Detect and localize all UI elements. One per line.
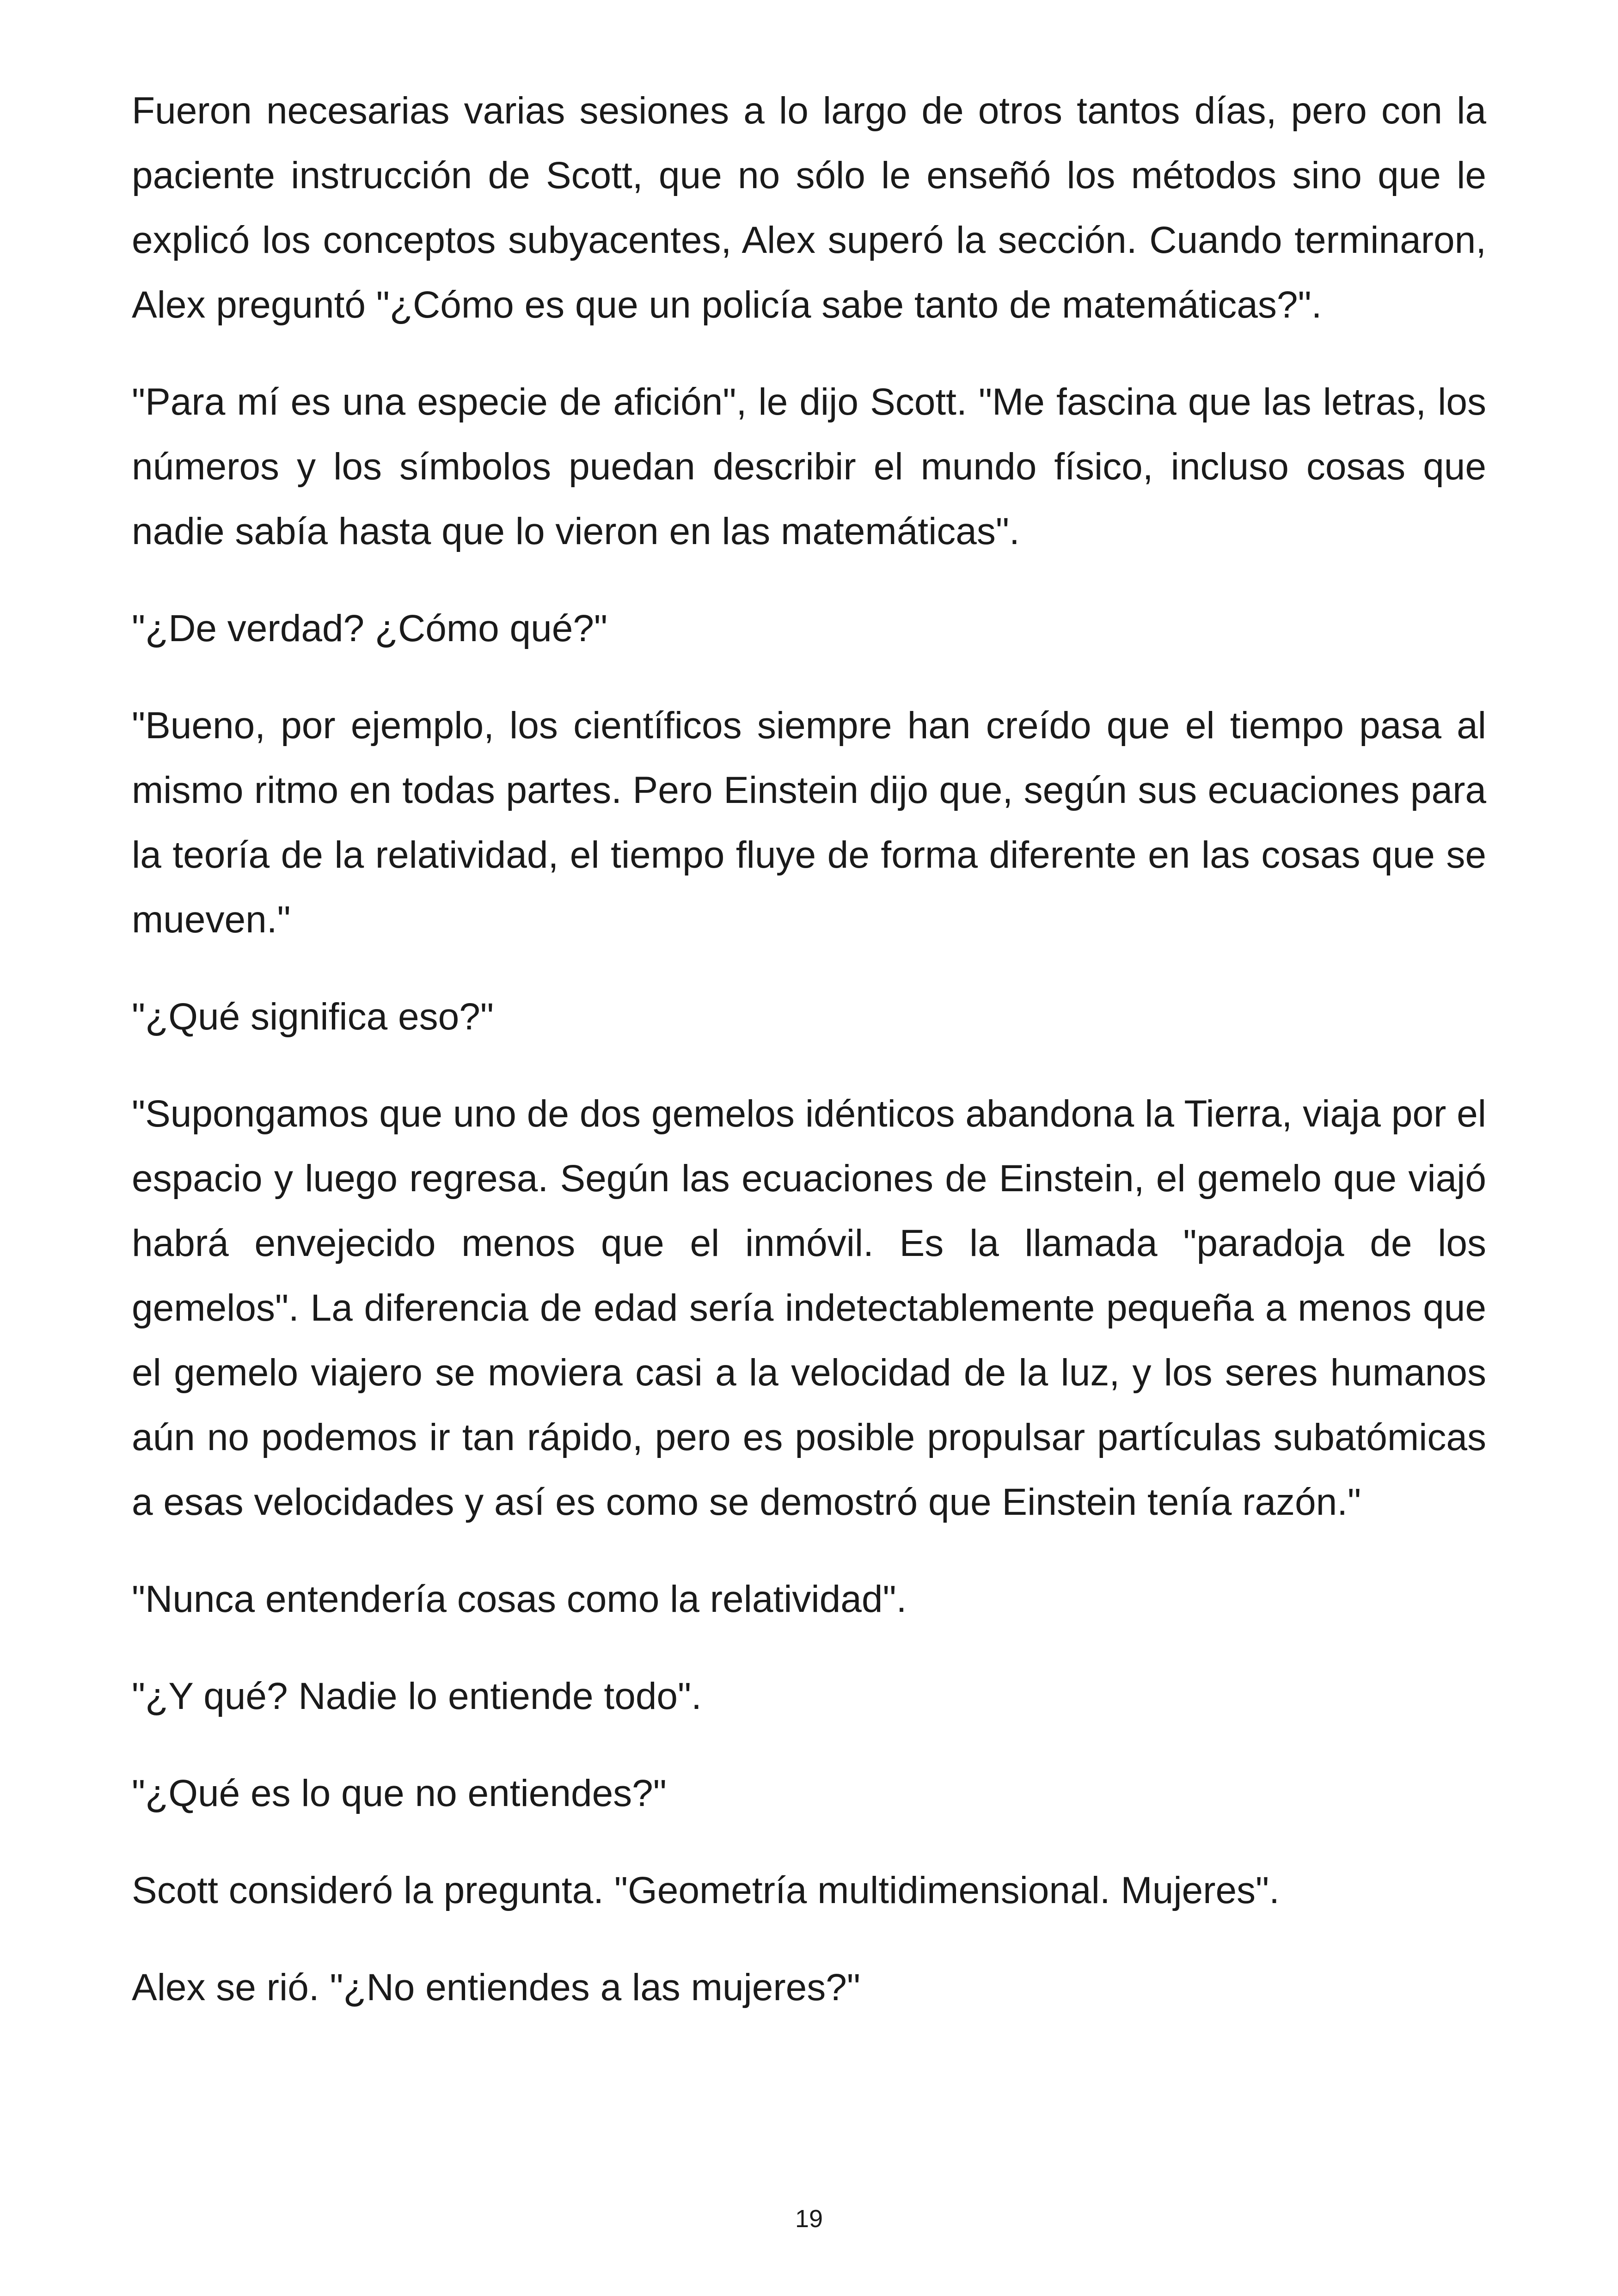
paragraph: "Bueno, por ejemplo, los científicos siempre han creído que el tiempo pasa al mismo ritmo en todas partes. Pero Einstein dijo que, según sus ecuaciones para la teoría de la relatividad, el tiempo fluye de forma diferente en las cosas que se mueven." bbox=[132, 704, 1486, 941]
paragraph: Scott consideró la pregunta. "Geometría multidimensional. Mujeres". bbox=[132, 1869, 1280, 1911]
paragraph: "Para mí es una especie de afición", le dijo Scott. "Me fascina que las letras, los números y los símbolos puedan describir el mundo físico, incluso cosas que nadie sabía hasta que lo vieron en las matemáticas". bbox=[132, 381, 1486, 552]
page-number: 19 bbox=[795, 2205, 823, 2233]
paragraph: "Nunca entendería cosas como la relatividad". bbox=[132, 1578, 907, 1620]
paragraph: "¿De verdad? ¿Cómo qué?" bbox=[132, 607, 608, 649]
paragraph: "¿Qué significa eso?" bbox=[132, 996, 494, 1038]
paragraph: Alex se rió. "¿No entiendes a las mujeres?" bbox=[132, 1966, 860, 2008]
paragraph: "¿Y qué? Nadie lo entiende todo". bbox=[132, 1675, 702, 1717]
paragraph: "Supongamos que uno de dos gemelos idénticos abandona la Tierra, viaja por el espacio y luego regresa. Según las ecuaciones de Einstein, el gemelo que viajó habrá envejecido menos que el inmóvil. Es la llamada "paradoja de los gemelos". La diferencia de edad sería indetectablemente pequeña a menos que el gemelo viajero se moviera casi a la velocidad de la luz, y los seres humanos aún no podemos ir tan rápido, pero es posible propulsar partículas subatómicas a esas velocidades y así es como se demostró que Einstein tenía razón." bbox=[132, 1093, 1486, 1523]
paragraph: Fueron necesarias varias sesiones a lo largo de otros tantos días, pero con la paciente instrucción de Scott, que no sólo le enseñó los métodos sino que le explicó los conceptos subyacentes, Alex superó la sección. Cuando terminaron, Alex preguntó "¿Cómo es que un policía sabe tanto de matemáticas?". bbox=[132, 90, 1486, 326]
body-text bbox=[132, 79, 1486, 2052]
paragraph: "¿Qué es lo que no entiendes?" bbox=[132, 1772, 667, 1814]
